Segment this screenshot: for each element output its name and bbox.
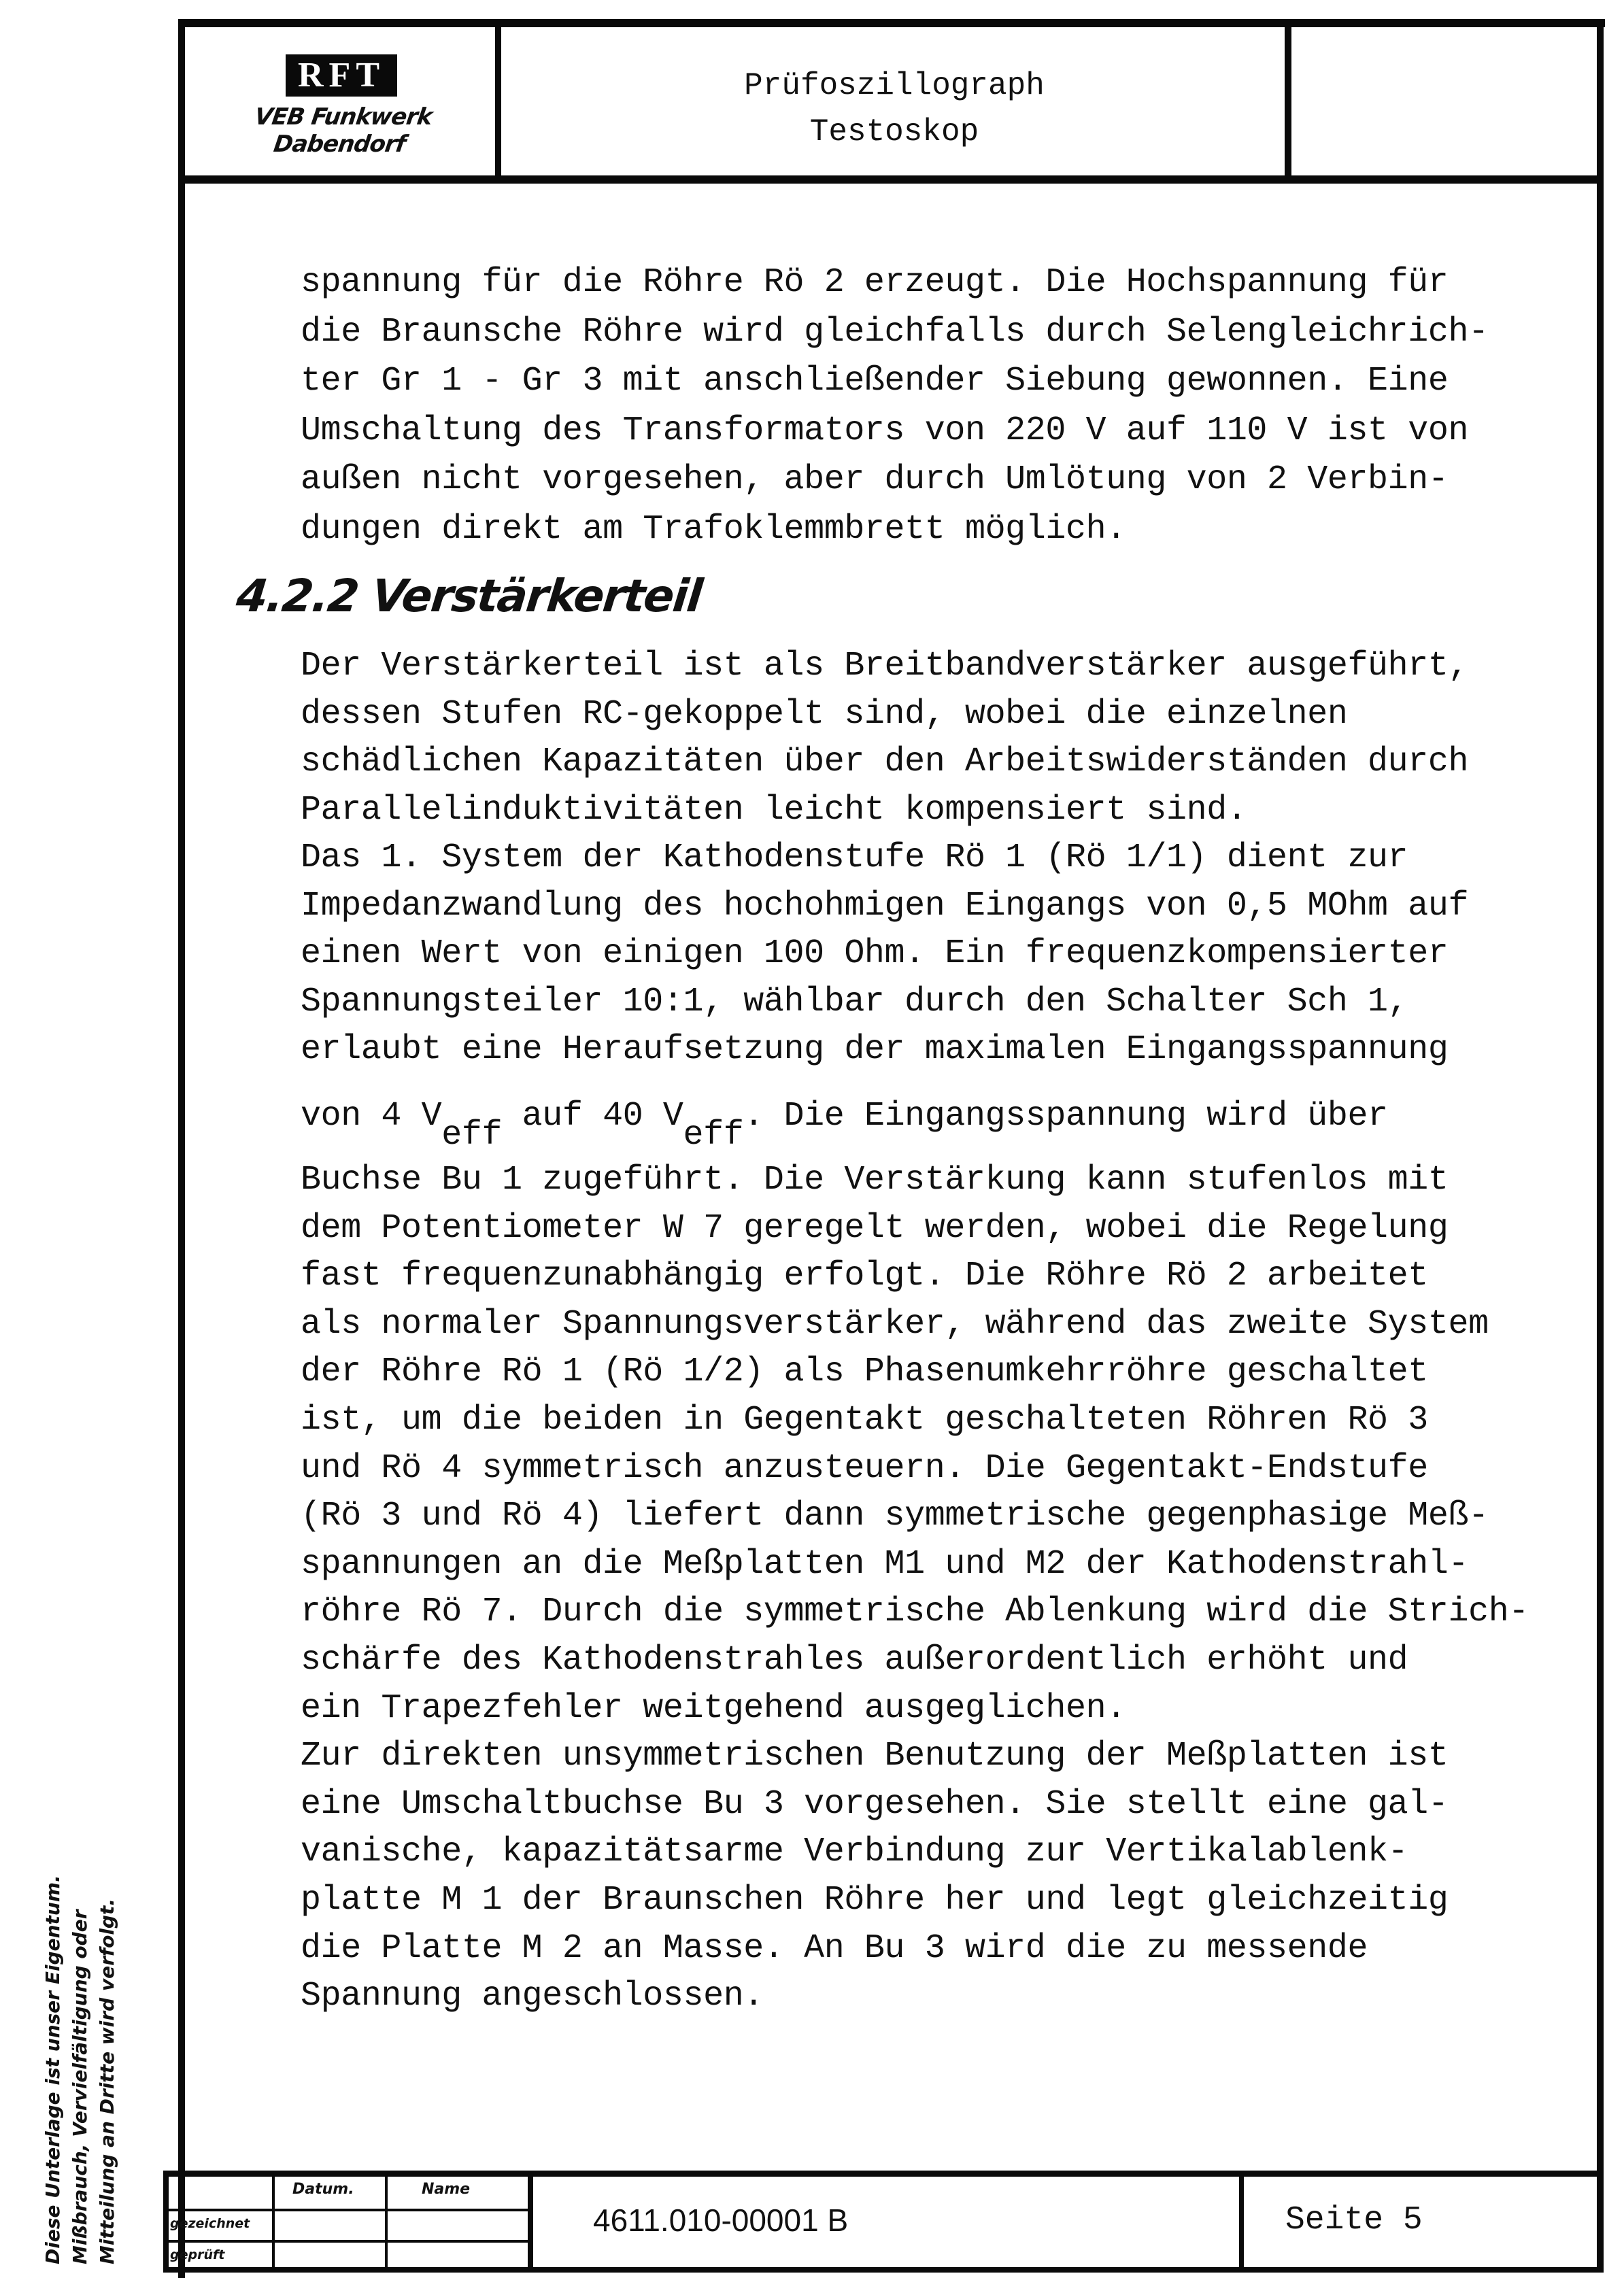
body-line-2: dessen Stufen RC-gekoppelt sind, wobei die einzelnen: [301, 694, 1348, 734]
signoff-name-drawn[interactable]: [388, 2211, 528, 2240]
body-line-6: ist, um die beiden in Gegentakt geschalteten Röhren Rö 3: [301, 1401, 1428, 1440]
veff-subscript-2: eff: [683, 1116, 744, 1155]
intro-line-5: außen nicht vorgesehen, aber durch Umlötung von 2 Verbin-: [301, 460, 1449, 499]
veff-text-3: . Die Eingangsspannung wird über: [743, 1097, 1388, 1136]
frame-left: [178, 19, 185, 2278]
margin-note-line-1: Diese Unterlage ist unser Eigentum.: [41, 1875, 64, 2264]
signoff-header-name: Name: [422, 2181, 471, 2198]
veff-text-2: auf 40 V: [502, 1097, 683, 1136]
body-line-5: der Röhre Rö 1 (Rö 1/2) als Phasenumkehrröhre geschaltet: [301, 1353, 1428, 1392]
document-title: [510, 41, 1279, 170]
body-line-veff: [301, 1096, 1388, 1155]
body-line-4: Parallelinduktivitäten leicht kompensiert sind.: [301, 790, 1247, 830]
rft-logo-mark: RFT: [286, 54, 397, 97]
footer-page-divider: [1239, 2173, 1244, 2268]
intro-line-1: spannung für die Röhre Rö 2 erzeugt. Die Hochspannung für: [301, 263, 1449, 302]
header-empty-cell: [1292, 27, 1597, 175]
header-col-divider-1: [495, 27, 501, 178]
body-line-5: Das 1. System der Kathodenstufe Rö 1 (Rö 1/1) dient zur: [301, 838, 1408, 877]
body-line-9: erlaubt eine Heraufsetzung der maximalen Eingangsspannung: [301, 1030, 1449, 1069]
body-line-7: und Rö 4 symmetrisch anzusteuern. Die Gegentakt-Endstufe: [301, 1448, 1428, 1488]
body-line-7: einen Wert von einigen 100 Ohm. Ein frequenzkompensierter: [301, 934, 1449, 973]
signoff-col-3: [528, 2173, 533, 2268]
body-line-11: schärfe des Kathodenstrahles außerordentlich erhöht und: [301, 1641, 1408, 1680]
copyright-margin-note: [39, 1788, 121, 2264]
veff-text-1: von 4 V: [301, 1097, 442, 1136]
body-line-8: Spannungsteiler 10:1, wählbar durch den Schalter Sch 1,: [301, 982, 1408, 1021]
footer-left-rule: [163, 2171, 169, 2273]
title-line-1: Prüfoszillograph: [744, 68, 1045, 103]
body-line-18: Spannung angeschlossen.: [301, 1977, 764, 2016]
header-divider: [178, 175, 1604, 184]
intro-line-6: dungen direkt am Trafoklemmbrett möglich.: [301, 509, 1126, 549]
body-line-8: (Rö 3 und Rö 4) liefert dann symmetrische gegenphasige Meß-: [301, 1497, 1489, 1536]
body-line-12: ein Trapezfehler weitgehend ausgeglichen.: [301, 1688, 1126, 1728]
body-line-6: Impedanzwandlung des hochohmigen Eingangs von 0,5 MOhm auf: [301, 886, 1469, 925]
body-line-9: spannungen an die Meßplatten M1 und M2 der Kathodenstrahl-: [301, 1544, 1469, 1584]
body-line-15: vanische, kapazitätsarme Verbindung zur Vertikalablenk-: [301, 1833, 1408, 1872]
body-line-10: röhre Rö 7. Durch die symmetrische Ablenkung wird die Strich-: [301, 1593, 1529, 1632]
body-line-13: Zur direkten unsymmetrischen Benutzung der Meßplatten ist: [301, 1737, 1449, 1776]
body-line-2: dem Potentiometer W 7 geregelt werden, wobei die Regelung: [301, 1208, 1449, 1248]
body-line-1: Der Verstärkerteil ist als Breitbandverstärker ausgeführt,: [301, 647, 1469, 685]
margin-note-line-2: Mißbrauch, Vervielfältigung oder: [69, 1909, 91, 2264]
company-logo: [192, 41, 491, 170]
frame-right: [1597, 27, 1604, 2271]
intro-line-3: ter Gr 1 - Gr 3 mit anschließender Siebung gewonnen. Eine: [301, 362, 1449, 401]
header-col-divider-2: [1285, 27, 1291, 178]
veff-subscript-1: eff: [441, 1116, 503, 1155]
margin-note-line-3: Mitteilung an Dritte wird verfolgt.: [96, 1898, 118, 2264]
company-name: VEB Funkwerk Dabendorf: [252, 103, 434, 158]
signoff-datum-drawn[interactable]: [275, 2211, 385, 2240]
document-number: 4611.010-00001 B: [593, 2203, 849, 2238]
body-line-17: die Platte M 2 an Masse. An Bu 3 wird die zu messende: [301, 1928, 1368, 1968]
title-line-2: Testoskop: [809, 114, 979, 150]
signoff-datum-checked[interactable]: [275, 2243, 385, 2267]
body-line-1: Buchse Bu 1 zugeführt. Die Verstärkung kann stufenlos mit: [301, 1161, 1449, 1200]
signoff-row-drawn: gezeichnet: [170, 2216, 250, 2231]
signoff-row-checked: geprüft: [170, 2247, 225, 2262]
section-heading: 4.2.2 Verstärkerteil: [233, 570, 704, 622]
page-number: Seite 5: [1285, 2202, 1423, 2239]
body-line-3: schädlichen Kapazitäten über den Arbeitswiderständen durch: [301, 743, 1469, 781]
signoff-name-checked[interactable]: [388, 2243, 528, 2267]
body-line-3: fast frequenzunabhängig erfolgt. Die Röhre Rö 2 arbeitet: [301, 1257, 1428, 1296]
footer-top-rule: [163, 2171, 1604, 2177]
body-line-4: als normaler Spannungsverstärker, während das zweite System: [301, 1304, 1489, 1344]
body-line-14: eine Umschaltbuchse Bu 3 vorgesehen. Sie stellt eine gal-: [301, 1784, 1449, 1824]
footer-bottom-rule: [163, 2267, 1604, 2273]
signoff-header-datum: Datum.: [292, 2181, 354, 2198]
intro-line-2: die Braunsche Röhre wird gleichfalls durch Selengleichrich-: [301, 312, 1489, 352]
intro-line-4: Umschaltung des Transformators von 220 V auf 110 V ist von: [301, 411, 1469, 450]
body-line-16: platte M 1 der Braunschen Röhre her und legt gleichzeitig: [301, 1881, 1449, 1920]
frame-top: [178, 19, 1605, 27]
